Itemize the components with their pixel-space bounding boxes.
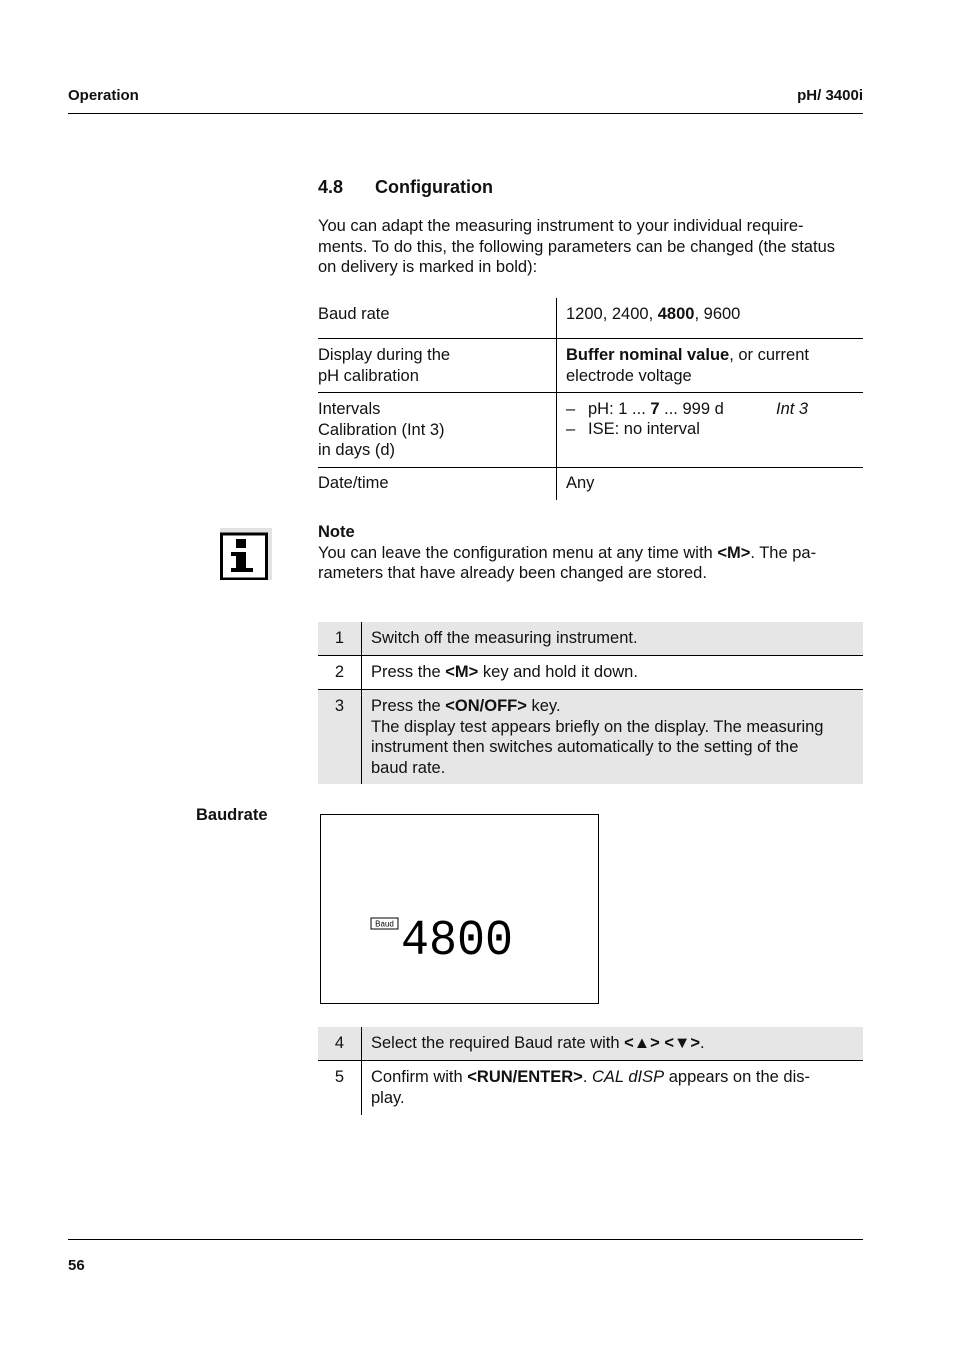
info-icon [220,528,272,580]
param-label: Baud rate [318,298,557,339]
section-title [318,177,493,198]
step-number: 2 [318,656,362,690]
lcd-value: 4800 [401,913,513,970]
note-title: Note [318,523,355,541]
parameter-table [318,298,863,500]
param-row-intervals [318,393,863,468]
intro-line: ments. To do this, the following parameters can be changed (the status [318,237,835,256]
running-header-right: pH/ 3400i [797,87,863,104]
step-number: 1 [318,622,362,656]
header-rule [68,113,863,114]
note-line: You can leave the configuration menu at any time with <M>. The pa- [318,543,817,562]
lcd-display [320,814,599,1004]
param-label: Display during the pH calibration [318,339,557,393]
intro-line: You can adapt the measuring instrument to your individual require- [318,217,804,235]
section-number: 4.8 [318,177,344,197]
section-title-text: Configuration [375,177,493,197]
lcd-baud-badge: Baud [375,919,394,929]
step-row [318,1027,863,1061]
param-label: Intervals Calibration (Int 3) in days (d) [318,393,557,468]
step-text: Press the <M> key and hold it down. [362,656,864,690]
param-value: Buffer nominal value, or current electrode voltage [557,339,864,393]
intro-line: on delivery is marked in bold): [318,258,538,276]
step-row [318,622,863,656]
running-header-left: Operation [68,87,139,104]
step-text: Switch off the measuring instrument. [362,622,864,656]
param-row-baud [318,298,863,339]
step-row [318,1061,863,1116]
step-text: Press the <ON/OFF> key. The display test appears briefly on the display. The measuring instrument then switches automatically to the setting of the baud rate. [362,690,864,785]
param-value: Any [566,474,595,492]
step-row [318,690,863,785]
step-text: Confirm with <RUN/ENTER>. CAL dISP appears on the dis- play. [371,1068,810,1107]
step-number: 4 [318,1027,362,1061]
param-label: Date/time [318,468,557,501]
note-block [318,522,816,584]
intro-paragraph [318,216,835,278]
steps-table [318,622,863,784]
param-row-display [318,339,863,393]
steps-table-2 [318,1027,863,1115]
baudrate-label: Baudrate [196,806,268,824]
step-number: 5 [318,1061,362,1116]
param-value: 1200, 2400, 4800, 9600 [557,298,864,339]
param-row-datetime [318,468,863,501]
lcd-readout [321,815,598,1003]
page-number: 56 [68,1257,85,1274]
note-line: rameters that have already been changed are stored. [318,564,707,582]
step-row [318,656,863,690]
footer-rule [68,1239,863,1240]
step-text: Select the required Baud rate with <▲> <▼>. [362,1027,864,1061]
param-value: – pH: 1 ... 7 ... 999 d Int 3 – ISE: no interval [557,393,864,468]
int-3-label: Int 3 [776,400,809,418]
step-number: 3 [318,690,362,785]
